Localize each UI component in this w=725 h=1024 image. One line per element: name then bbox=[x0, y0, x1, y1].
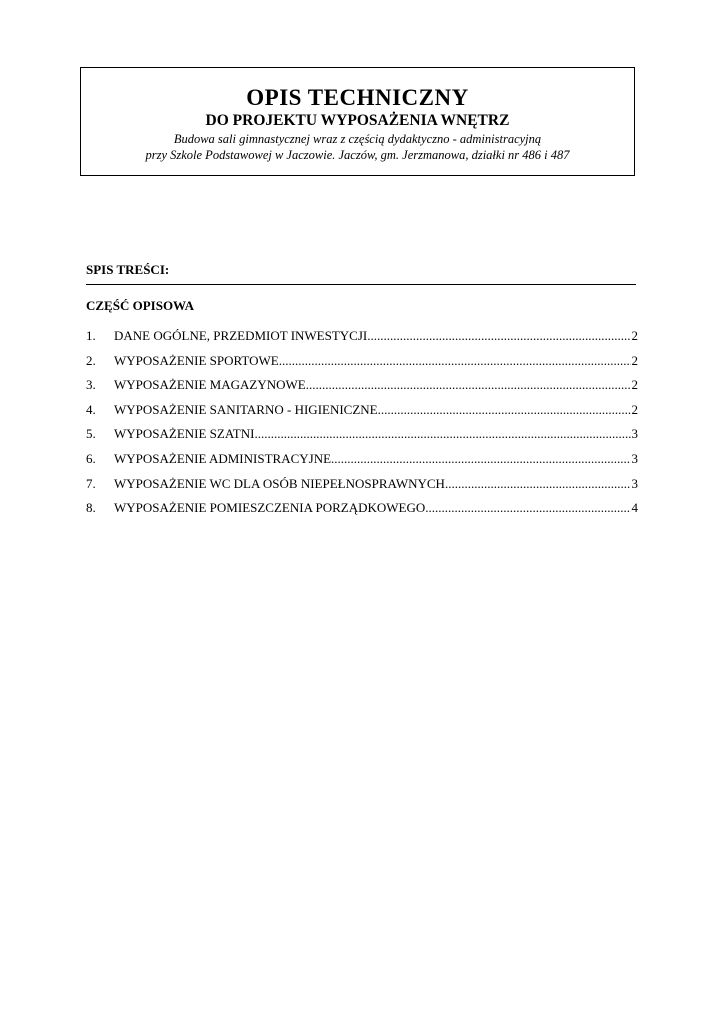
toc-entry-page: 2 bbox=[631, 352, 638, 368]
toc-entry-number: 3. bbox=[86, 377, 96, 393]
toc-entry[interactable] bbox=[86, 451, 638, 476]
toc-entry[interactable] bbox=[86, 476, 638, 501]
toc-entry-page: 2 bbox=[631, 401, 638, 417]
toc-entry[interactable] bbox=[86, 353, 638, 378]
toc-entry-page: 4 bbox=[631, 500, 638, 516]
toc-entry-number: 7. bbox=[86, 475, 96, 491]
toc-heading: SPIS TREŚCI: bbox=[86, 262, 170, 277]
toc-entry-text: WYPOSAŻENIE SANITARNO - HIGIENICZNE bbox=[114, 401, 378, 417]
toc-entry-page: 3 bbox=[631, 450, 638, 466]
toc-leader-dots bbox=[306, 377, 631, 393]
toc-leader-dots bbox=[331, 451, 630, 467]
toc-entry-text: WYPOSAŻENIE SZATNI bbox=[114, 426, 255, 442]
toc-entry-page: 2 bbox=[631, 377, 638, 393]
project-description-line-1: Budowa sali gimnastycznej wraz z częścią dydaktyczno - administracyjną bbox=[173, 132, 542, 146]
toc-entry-page: 2 bbox=[631, 328, 638, 343]
title-box bbox=[80, 67, 635, 176]
toc-leader-dots bbox=[279, 353, 631, 369]
toc-entry-text: DANE OGÓLNE, PRZEDMIOT INWESTYCJI bbox=[114, 328, 368, 343]
toc-entry-page: 3 bbox=[631, 426, 638, 442]
toc-leader-dots bbox=[254, 426, 630, 442]
toc-entry-number: 4. bbox=[86, 401, 96, 417]
toc-entry[interactable] bbox=[86, 328, 638, 353]
toc-leader-dots bbox=[378, 402, 631, 418]
document-title: OPIS TECHNICZNY bbox=[246, 85, 469, 110]
document-subtitle: DO PROJEKTU WYPOSAŻENIA WNĘTRZ bbox=[205, 112, 510, 129]
toc-entry-text: WYPOSAŻENIE WC DLA OSÓB NIEPEŁNOSPRAWNYCH bbox=[114, 475, 445, 491]
toc-entry-number: 2. bbox=[86, 352, 96, 368]
toc-entry[interactable] bbox=[86, 402, 638, 427]
project-description-line-2: przy Szkole Podstawowej w Jaczowie. Jaczów, gm. Jerzmanowa, działki nr 486 i 487 bbox=[145, 148, 570, 162]
toc-leader-dots bbox=[367, 328, 630, 344]
toc-list bbox=[86, 328, 638, 525]
toc-entry[interactable] bbox=[86, 500, 638, 525]
toc-entry-number: 6. bbox=[86, 450, 96, 466]
toc-entry-number: 5. bbox=[86, 426, 96, 442]
toc-entry-text: WYPOSAŻENIE POMIESZCZENIA PORZĄDKOWEGO bbox=[114, 500, 426, 516]
toc-entry-text: WYPOSAŻENIE MAGAZYNOWE bbox=[114, 377, 306, 393]
part-heading: CZĘŚĆ OPISOWA bbox=[86, 298, 194, 313]
toc-entry[interactable] bbox=[86, 377, 638, 402]
toc-entry-text: WYPOSAŻENIE SPORTOWE bbox=[114, 352, 279, 368]
toc-leader-dots bbox=[425, 500, 630, 516]
toc-entry-number: 1. bbox=[86, 328, 96, 343]
toc-entry[interactable] bbox=[86, 426, 638, 451]
toc-entry-page: 3 bbox=[631, 475, 638, 491]
toc-leader-dots bbox=[445, 476, 631, 492]
toc-entry-number: 8. bbox=[86, 500, 96, 516]
toc-entry-text: WYPOSAŻENIE ADMINISTRACYJNE bbox=[114, 450, 332, 466]
toc-divider bbox=[86, 284, 636, 285]
